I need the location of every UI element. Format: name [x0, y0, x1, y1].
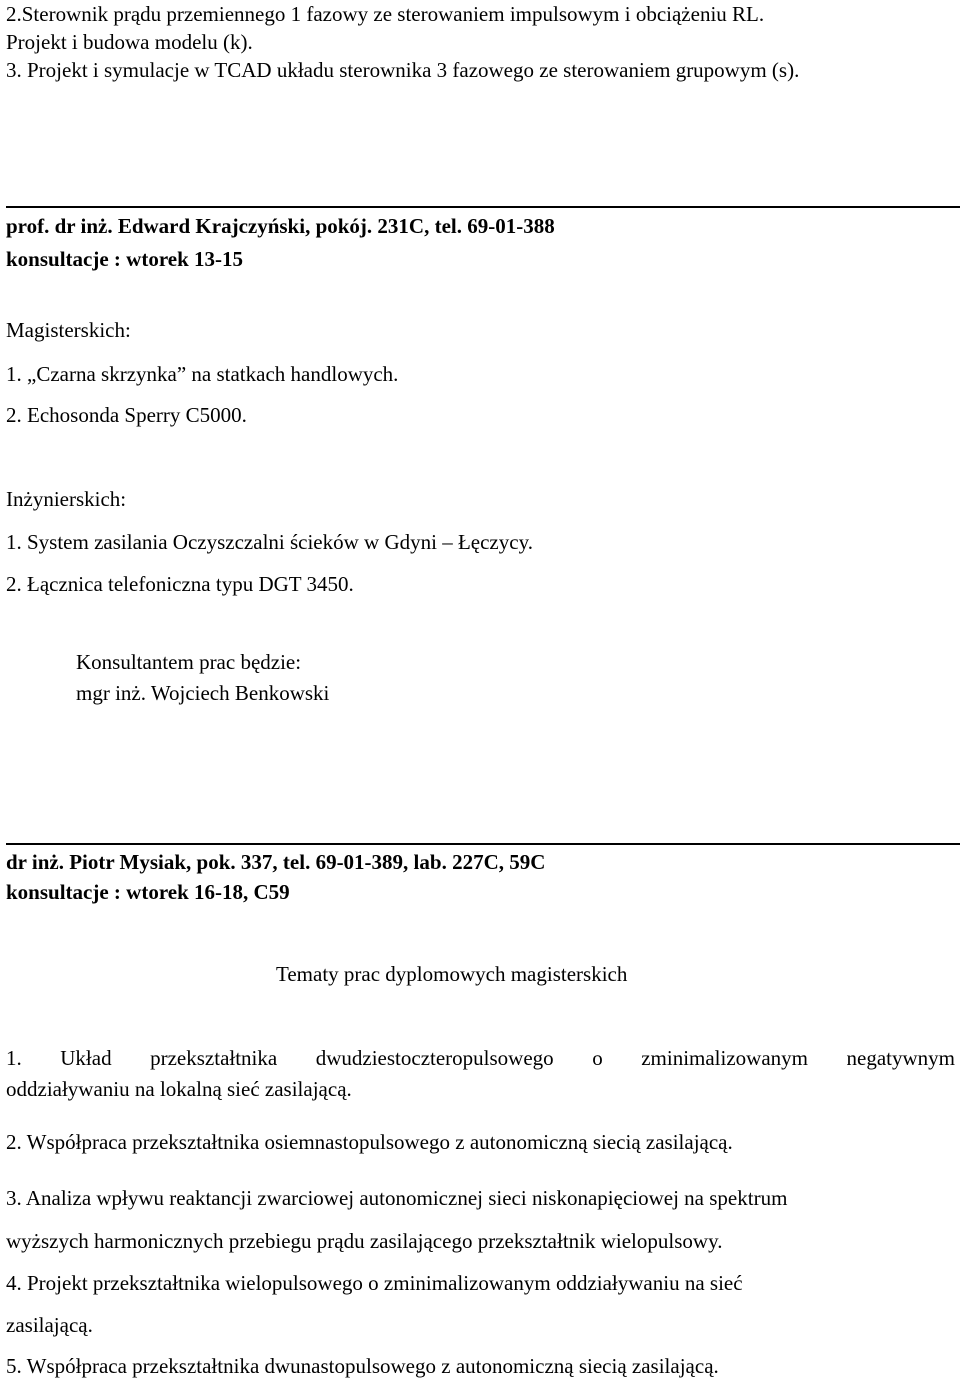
supervisor-2-header: dr inż. Piotr Mysiak, pok. 337, tel. 69-01-389, lab. 227C, 59C — [6, 850, 546, 874]
word: dwudziestoczteropulsowego — [315, 1046, 554, 1070]
topic-2-line-2: Projekt i budowa modelu (k). — [6, 30, 253, 54]
word: zminimalizowanym — [641, 1046, 808, 1070]
word: 1. — [6, 1046, 22, 1070]
word: przekształtnika — [150, 1046, 278, 1070]
engineering-topic: 2. Łącznica telefoniczna typu DGT 3450. — [6, 572, 354, 596]
word: negatywnym — [846, 1046, 955, 1070]
engineering-label: Inżynierskich: — [6, 487, 127, 511]
divider — [6, 843, 960, 845]
masters-topic-4-line-1: 4. Projekt przekształtnika wielopulsowego o zminimalizowanym oddziaływaniu na sieć — [6, 1271, 743, 1295]
masters-topic-5: 5. Współpraca przekształtnika dwunastopulsowego z autonomiczną siecią zasilającą. — [6, 1354, 719, 1378]
masters-topic-3-line-1: 3. Analiza wpływu reaktancji zwarciowej autonomicznej sieci niskonapięciowej na spektrum — [6, 1186, 788, 1210]
masters-topic: 2. Echosonda Sperry C5000. — [6, 403, 247, 427]
masters-label: Magisterskich: — [6, 318, 131, 342]
consultant-label: Konsultantem prac będzie: — [76, 650, 302, 674]
topic-3: 3. Projekt i symulacje w TCAD układu sterownika 3 fazowego ze sterowaniem grupowym (s). — [6, 58, 800, 82]
supervisor-2-consultation: konsultacje : wtorek 16-18, C59 — [6, 880, 290, 904]
word: Układ — [60, 1046, 112, 1070]
masters-topic: 1. „Czarna skrzynka” na statkach handlowych. — [6, 362, 399, 386]
divider — [6, 206, 960, 208]
section-title: Tematy prac dyplomowych magisterskich — [276, 962, 628, 986]
topic-2-line-1: 2.Sterownik prądu przemiennego 1 fazowy ze sterowaniem impulsowym i obciążeniu RL. — [6, 2, 765, 26]
engineering-topic: 1. System zasilania Oczyszczalni ścieków w Gdyni – Łęczycy. — [6, 530, 533, 554]
masters-topic-3-line-2: wyższych harmonicznych przebiegu prądu zasilającego przekształtnik wielopulsowy. — [6, 1229, 723, 1253]
consultant-name: mgr inż. Wojciech Benkowski — [76, 681, 330, 705]
masters-topic-1-line-2: oddziaływaniu na lokalną sieć zasilającą. — [6, 1077, 352, 1101]
masters-topic-4-line-2: zasilającą. — [6, 1313, 93, 1337]
masters-topic-1-line-1 — [6, 1046, 955, 1071]
supervisor-1-header: prof. dr inż. Edward Krajczyński, pokój. 231C, tel. 69-01-388 — [6, 214, 555, 238]
masters-topic-2: 2. Współpraca przekształtnika osiemnastopulsowego z autonomiczną siecią zasilającą. — [6, 1130, 733, 1154]
word: o — [592, 1046, 603, 1070]
supervisor-1-consultation: konsultacje : wtorek 13-15 — [6, 247, 244, 271]
